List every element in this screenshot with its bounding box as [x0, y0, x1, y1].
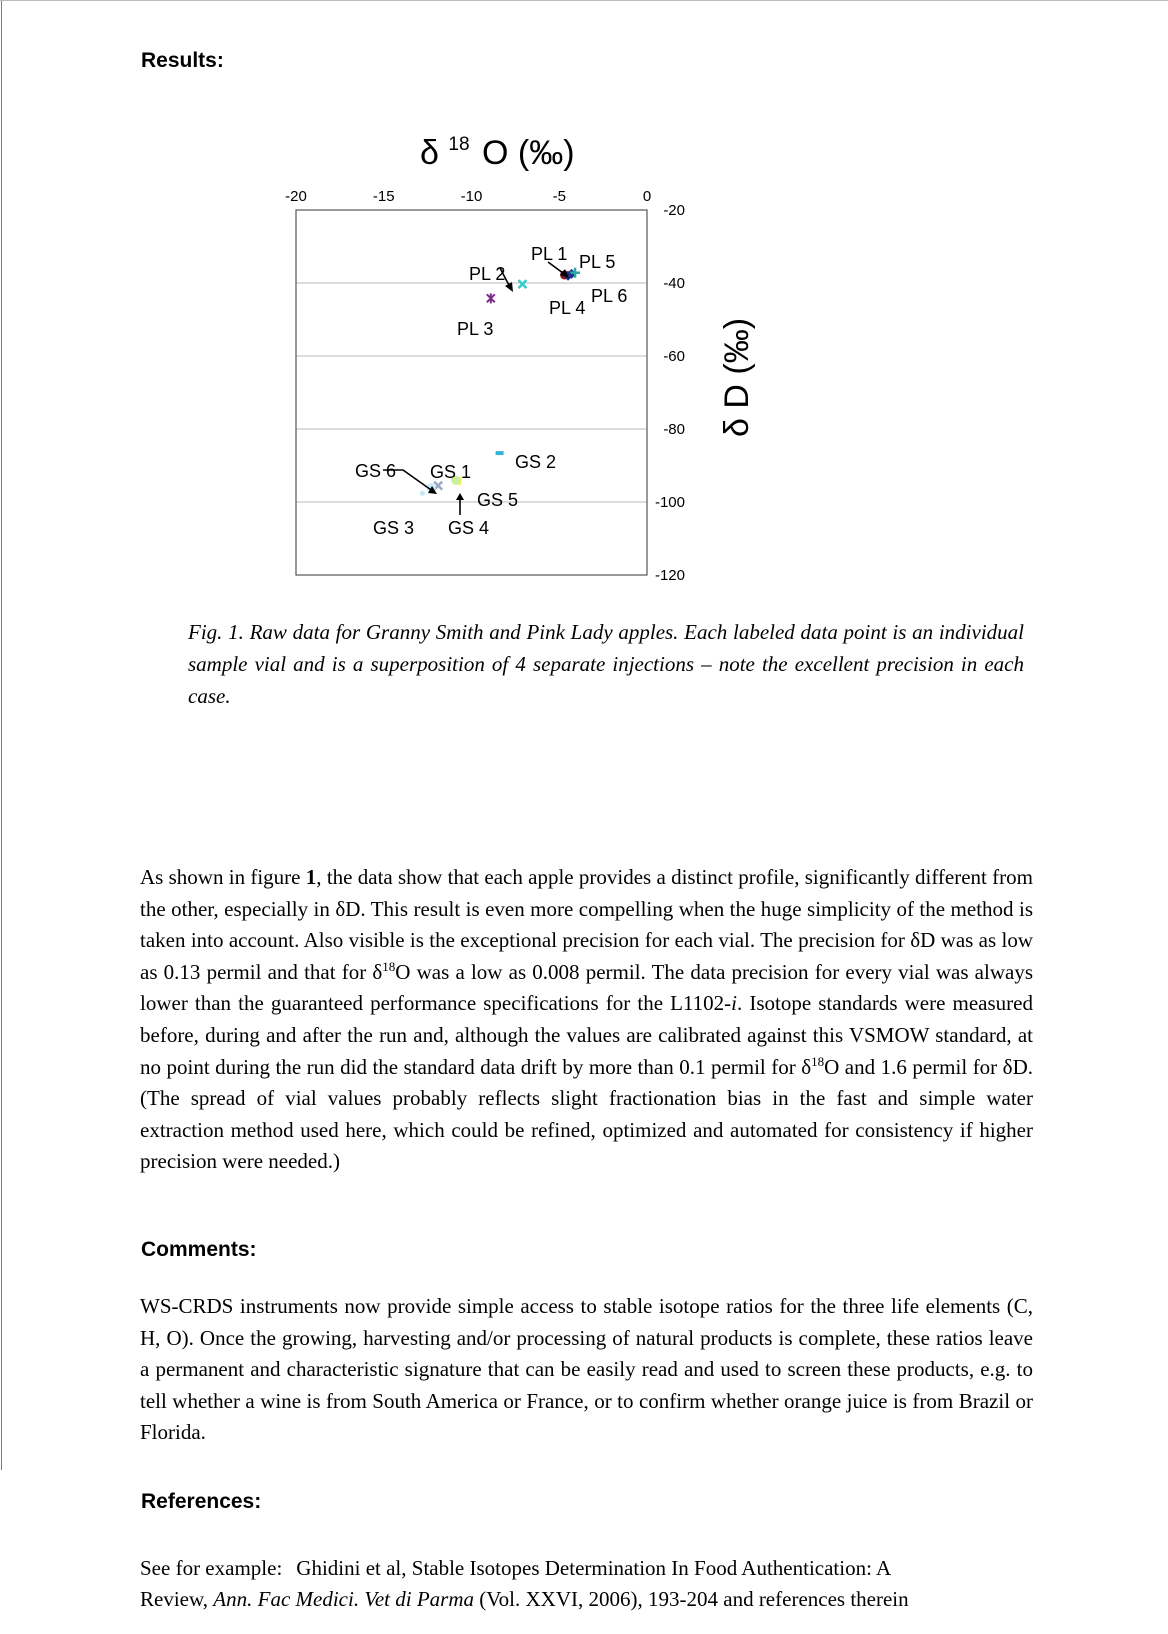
label-gs5: GS 5 [477, 490, 519, 510]
y-tick-label-3: -80 [663, 421, 685, 438]
y-tick-label-1: -40 [663, 275, 685, 292]
reference-line-2 [140, 1584, 1040, 1615]
p1-sup-2: 18 [811, 1053, 825, 1069]
x-tick-label-3: -5 [552, 188, 566, 205]
label-gs4: GS 4 [448, 518, 490, 538]
chart-title-sup: 18 [448, 134, 470, 155]
label-pl3: PL 3 [457, 319, 494, 339]
x-tick-label-0: -20 [285, 188, 307, 205]
label-pl2: PL 2 [469, 264, 506, 284]
p1-part-d: . Isotope standards were measured before, during and after the run and, although the values are calibrated against this VSMOW standard, at no point during the run did the standard data drift by more than 0.1 permil for δ [140, 991, 1033, 1079]
references-heading: References: [141, 1490, 262, 1513]
chart-title-rest: O (‰) [481, 134, 575, 172]
reference-line2-a: Review, [140, 1587, 214, 1611]
y-tick-label-2: -60 [663, 348, 685, 365]
reference-lead: See for example: [140, 1556, 283, 1580]
point-labels [355, 244, 627, 538]
y-tick-label-5: -120 [654, 567, 685, 584]
y-axis-label: δ D (‰) [718, 317, 756, 437]
p1-part-b: , the data show that each apple provides a distinct profile, significantly different from the other, especially in δD. This result is even more compelling when the huge simplicity of the method is taken into account. Also visible is the exceptional precision for each vial. The precision for δD was as low as 0.13 permil and that for δ [140, 865, 1033, 984]
y-tick-label-0: -20 [663, 202, 685, 219]
chart-title [420, 120, 575, 172]
p1-part-e: O and 1.6 permil for δD. (The spread of vial values probably reflects slight fractionation bias in the fast and simple water extraction method used here, which could be refined, optimized and automated for consistency if higher precision were needed.) [140, 1054, 1033, 1174]
comments-heading: Comments: [141, 1238, 257, 1261]
label-gs6: GS 6 [355, 461, 397, 481]
point-pl3 [487, 293, 495, 303]
p1-part-a: As shown in figure [140, 865, 306, 889]
label-arrows [383, 262, 567, 515]
isotope-scatter-chart [0, 0, 1168, 600]
label-gs2: GS 2 [515, 452, 557, 472]
x-tick-label-1: -15 [372, 188, 395, 205]
reference-entry [140, 1553, 1040, 1615]
figure-caption: Fig. 1. Raw data for Granny Smith and Pink Lady apples. Each labeled data point is an individual sample vial and is a superposition of 4 separate injections – note the excellent precision in each case. [188, 620, 1024, 708]
label-pl4: PL 4 [549, 298, 586, 318]
label-pl5: PL 5 [579, 252, 616, 272]
reference-line-1 [140, 1553, 1040, 1584]
x-tick-label-2: -10 [460, 188, 483, 205]
label-pl1: PL 1 [531, 244, 568, 264]
p1-sup-1: 18 [382, 958, 396, 974]
arrowhead-gs4 [456, 493, 464, 500]
results-heading: Results: [141, 49, 224, 72]
point-gs2 [496, 451, 504, 455]
p1-figure-ref: 1 [305, 865, 317, 889]
point-gs3 [420, 491, 425, 496]
y-tick-label-4: -100 [654, 494, 685, 511]
point-pl4 [518, 280, 526, 288]
y-tick-labels [655, 202, 685, 584]
p1-italic-i: i [731, 991, 737, 1016]
reference-journal: Ann. Fac Medici. Vet di Parma [213, 1587, 474, 1611]
chart-title-symbol: δ [420, 134, 439, 172]
body-paragraph-2: WS-CRDS instruments now provide simple access to stable isotope ratios for the three life elements (C, H, O). Once the growing, harvesting and/or processing of natural products is complete, these ratios leave a permanent and characteristic signature that can be easily read and used to screen these products, e.g. to tell whether a wine is from South America or France, or to confirm whether orange juice is from Brazil or Florida. [140, 1294, 1033, 1445]
reference-title: Ghidini et al, Stable Isotopes Determination In Food Authentication: A [296, 1556, 892, 1580]
reference-line2-b: (Vol. XXVI, 2006), 193-204 and references therein [473, 1587, 909, 1611]
x-tick-label-4: 0 [642, 188, 652, 205]
p1-part-c: O was a low as 0.008 permil. The data precision for every vial was always lower than the guaranteed performance specifications for the L1102- [140, 959, 1033, 1016]
label-gs3: GS 3 [373, 518, 415, 538]
body-paragraph-1 [140, 862, 1033, 1178]
x-tick-labels [285, 188, 651, 205]
label-pl6: PL 6 [591, 286, 628, 306]
label-gs1: GS 1 [430, 462, 472, 482]
